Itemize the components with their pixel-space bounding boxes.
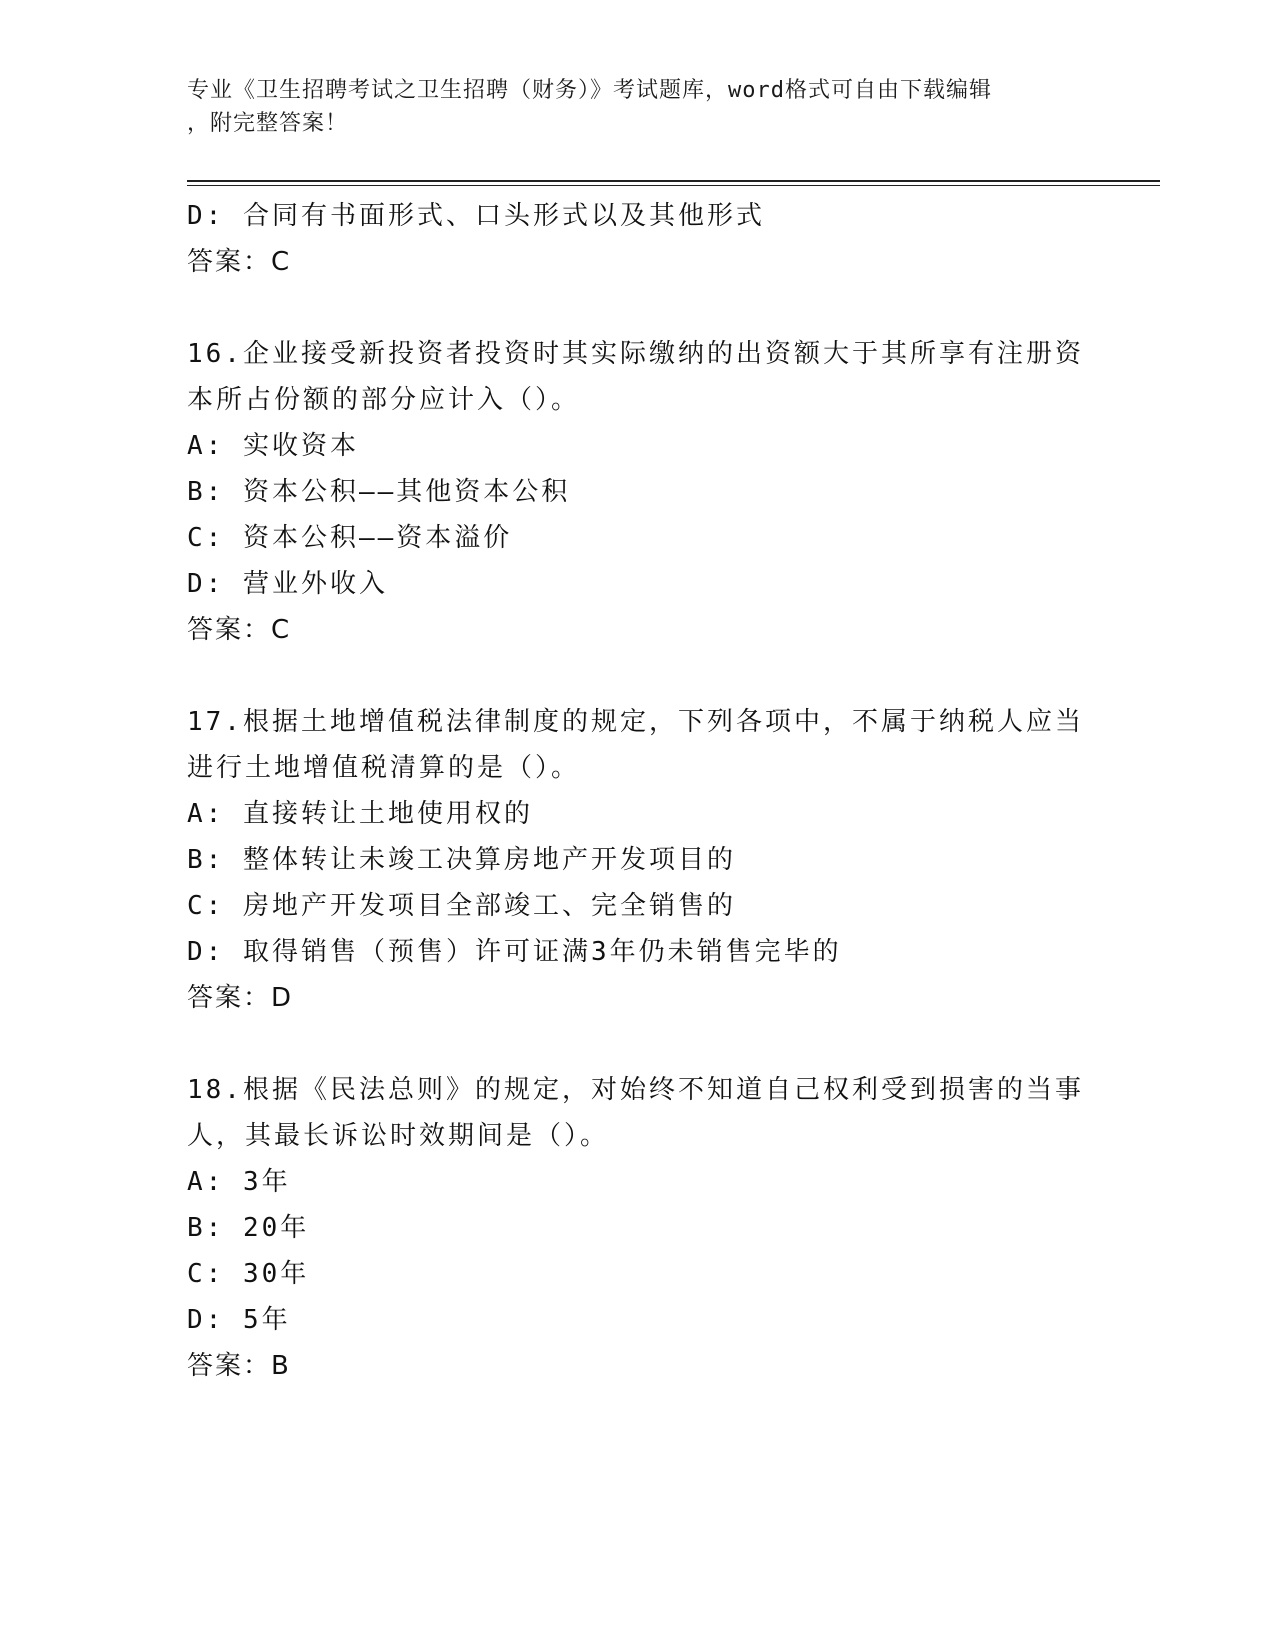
option-c: C: 30年 (187, 1259, 310, 1289)
option-d: D: 合同有书面形式、口头形式以及其他形式 (187, 201, 765, 231)
document-body (187, 193, 1087, 1389)
question-stem: 本所占份额的部分应计入（）。 (187, 385, 581, 415)
question-stem: 17.根据土地增值税法律制度的规定，下列各项中，不属于纳税人应当 (187, 707, 1084, 737)
header-divider-thick (187, 180, 1160, 182)
option-c: C: 资本公积——资本溢价 (187, 523, 513, 553)
option-b: B: 整体转让未竣工决算房地产开发项目的 (187, 845, 736, 875)
answer: 答案：B (187, 1351, 291, 1381)
option-b: B: 资本公积——其他资本公积 (187, 477, 571, 507)
option-d: D: 营业外收入 (187, 569, 388, 599)
option-a: A: 实收资本 (187, 431, 359, 461)
option-a: A: 直接转让土地使用权的 (187, 799, 533, 829)
header-line-1: 专业《卫生招聘考试之卫生招聘（财务）》考试题库，word格式可自由下载编辑 (187, 78, 992, 103)
option-d: D: 取得销售（预售）许可证满3年仍未销售完毕的 (187, 937, 842, 967)
question-stem: 16.企业接受新投资者投资时其实际缴纳的出资额大于其所享有注册资 (187, 339, 1084, 369)
question-stem: 进行土地增值税清算的是（）。 (187, 753, 581, 783)
option-c: C: 房地产开发项目全部竣工、完全销售的 (187, 891, 736, 921)
option-a: A: 3年 (187, 1167, 291, 1197)
question-stem: 人，其最长诉讼时效期间是（）。 (187, 1121, 610, 1151)
header-divider-thin (187, 185, 1160, 186)
question-16 (187, 331, 1087, 653)
question-stem: 18.根据《民法总则》的规定，对始终不知道自己权利受到损害的当事 (187, 1075, 1084, 1105)
option-b: B: 20年 (187, 1213, 310, 1243)
header-line-2: ，附完整答案！ (187, 111, 349, 136)
document-header (187, 74, 1067, 140)
option-d: D: 5年 (187, 1305, 291, 1335)
answer: 答案：D (187, 983, 294, 1013)
question-17 (187, 699, 1087, 1021)
answer: 答案：C (187, 615, 292, 645)
answer: 答案：C (187, 247, 292, 277)
question-18 (187, 1067, 1087, 1389)
